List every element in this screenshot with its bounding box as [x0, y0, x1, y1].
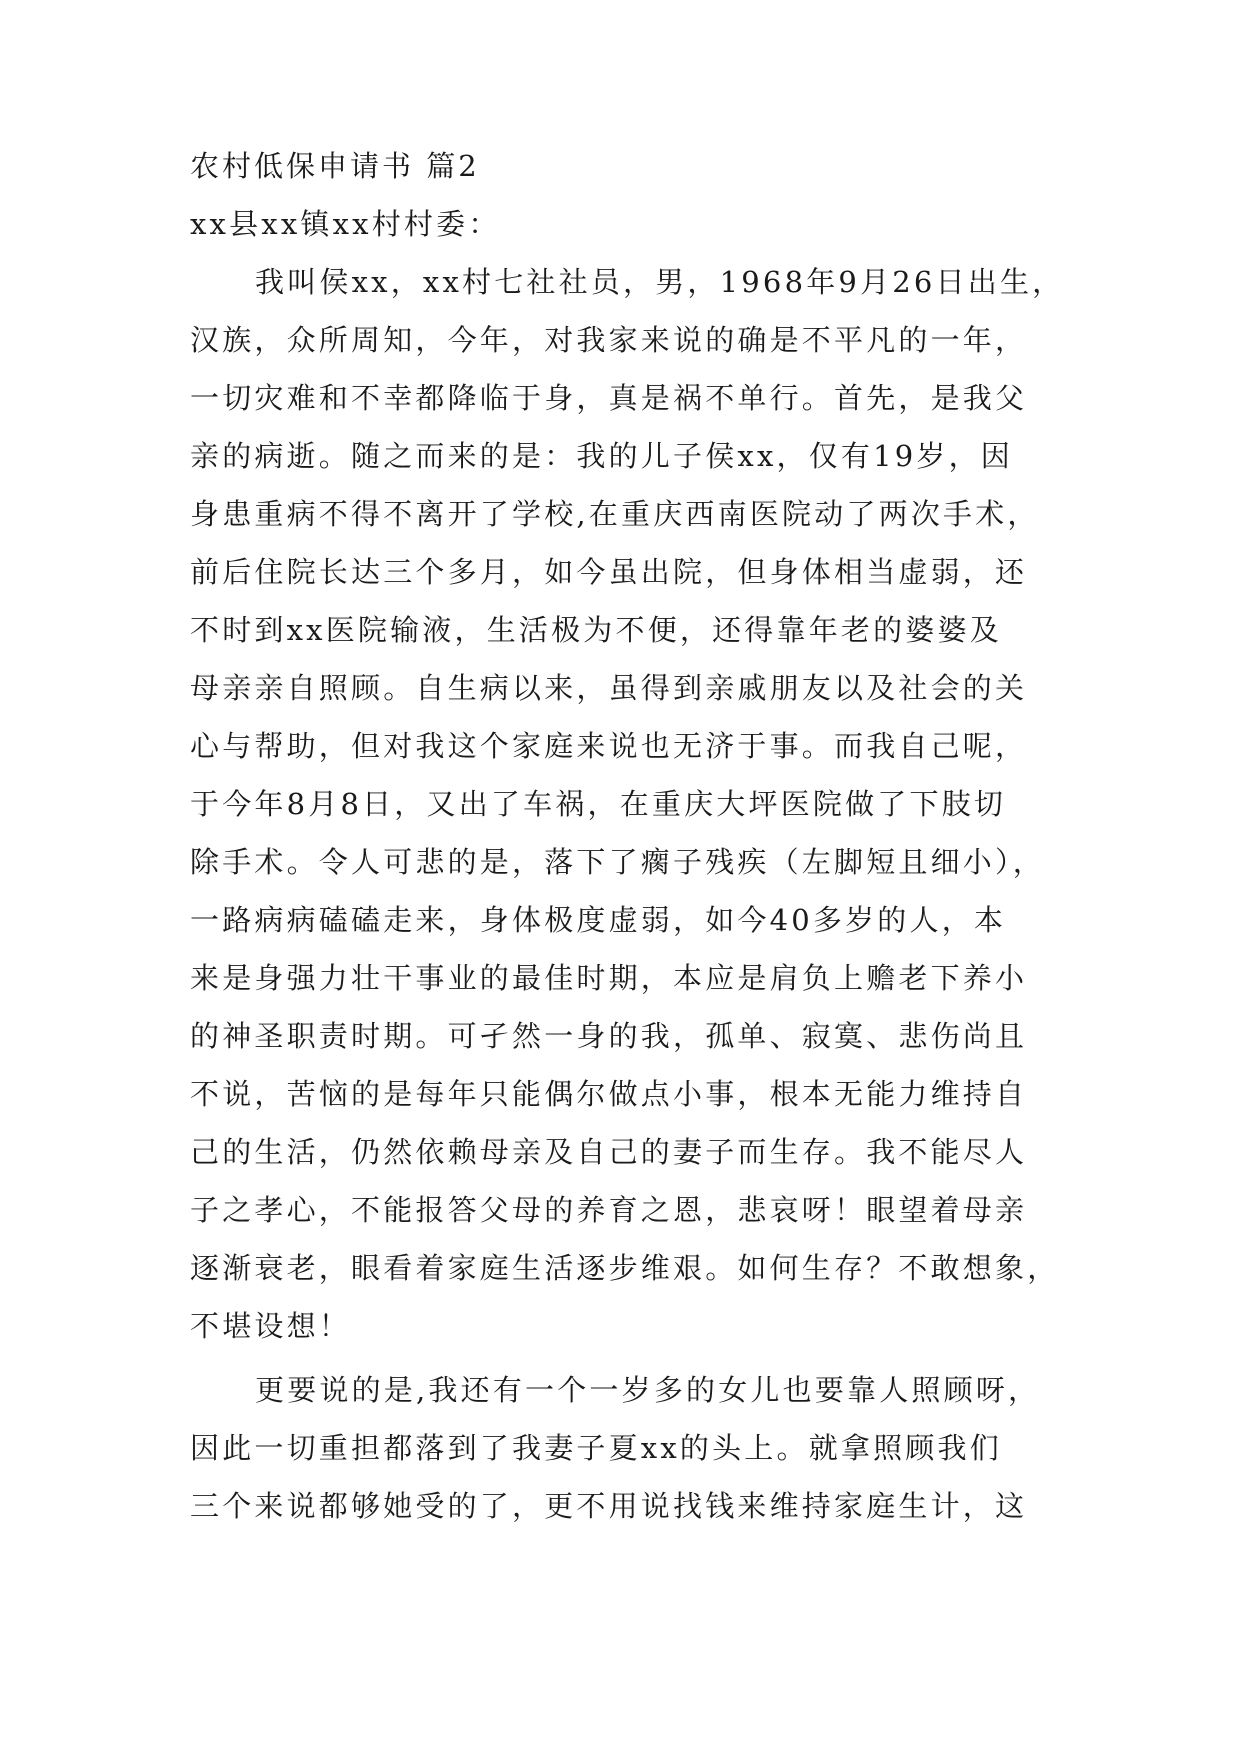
paragraph-line: 除手术。令人可悲的是，落下了瘸子残疾（左脚短且细小）， [190, 845, 1045, 879]
paragraph-line: 身患重病不得不离开了学校,在重庆西南医院动了两次手术， [190, 497, 1040, 531]
paragraph-line: 于今年8月8日，又出了车祸，在重庆大坪医院做了下肢切 [190, 787, 1007, 821]
paragraph-line: 己的生活，仍然依赖母亲及自己的妻子而生存。我不能尽人 [190, 1135, 1028, 1169]
paragraph-line: 心与帮助，但对我这个家庭来说也无济于事。而我自己呢， [190, 729, 1028, 763]
paragraph-line: 前后住院长达三个多月，如今虽出院，但身体相当虚弱，还 [190, 555, 1028, 589]
addressee-line: xx县xx镇xx村村委： [190, 207, 501, 241]
paragraph-line: 不时到xx医院输液，生活极为不便，还得靠年老的婆婆及 [190, 613, 1002, 647]
paragraph-line: 我叫侯xx，xx村七社社员，男，1968年9月26日出生， [255, 265, 1065, 299]
paragraph-line: 来是身强力壮干事业的最佳时期，本应是肩负上赡老下养小 [190, 961, 1028, 995]
paragraph-line: 更要说的是,我还有一个一岁多的女儿也要靠人照顾呀， [255, 1373, 1041, 1407]
paragraph-line: 不堪设想！ [190, 1309, 352, 1343]
paragraph-line: 的神圣职责时期。可孑然一身的我，孤单、寂寞、悲伤尚且 [190, 1019, 1028, 1053]
paragraph-line: 子之孝心，不能报答父母的养育之恩，悲哀呀！眼望着母亲 [190, 1193, 1028, 1227]
paragraph-line: 不说，苦恼的是每年只能偶尔做点小事，根本无能力维持自 [190, 1077, 1028, 1111]
paragraph-line: 汉族，众所周知，今年，对我家来说的确是不平凡的一年， [190, 323, 1028, 357]
paragraph-line: 一切灾难和不幸都降临于身，真是祸不单行。首先，是我父 [190, 381, 1028, 415]
paragraph-line: 一路病病磕磕走来，身体极度虚弱，如今40多岁的人，本 [190, 903, 1007, 937]
paragraph-line: 三个来说都够她受的了，更不用说找钱来维持家庭生计，这 [190, 1489, 1028, 1523]
paragraph-line: 母亲亲自照顾。自生病以来，虽得到亲戚朋友以及社会的关 [190, 671, 1028, 705]
document-title: 农村低保申请书 篇2 [190, 149, 480, 183]
paragraph-line: 因此一切重担都落到了我妻子夏xx的头上。就拿照顾我们 [190, 1431, 1002, 1465]
paragraph-line: 逐渐衰老，眼看着家庭生活逐步维艰。如何生存？不敢想象， [190, 1251, 1060, 1285]
paragraph-line: 亲的病逝。随之而来的是：我的儿子侯xx，仅有19岁，因 [190, 439, 1014, 473]
